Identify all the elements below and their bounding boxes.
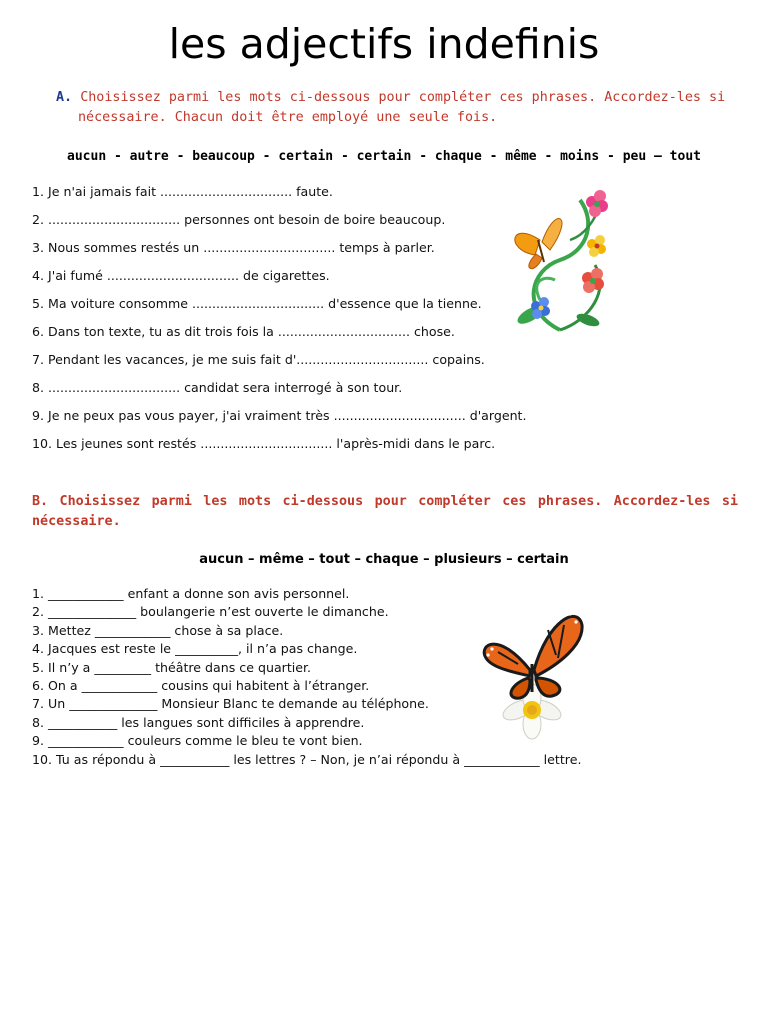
exercise-item: 4. J'ai fumé ................................. de cigarettes.	[32, 268, 330, 283]
exercise-item: 5. Ma voiture consomme ................................. d'essence que la tienne.	[32, 296, 482, 311]
monarch-butterfly	[484, 612, 582, 698]
section-a-letter: A.	[56, 90, 73, 105]
section-b-letter: B.	[32, 494, 49, 509]
exercise-item: 8. ................................. candidat sera interrogé à son tour.	[32, 380, 403, 395]
exercise-item: 6. On a ____________ cousins qui habitent à l’étranger.	[32, 677, 370, 693]
page-title: les adjectifs indefinis	[168, 20, 600, 68]
exercise-item: 7. Pendant les vacances, je me suis fait d'................................. copains.	[32, 352, 485, 367]
section-a-instructions	[56, 88, 736, 128]
section-b-word-bank: aucun – même – tout – chaque – plusieurs – certain	[199, 552, 569, 567]
section-b-instructions	[32, 492, 738, 532]
exercise-item: 3. Nous sommes restés un ................................. temps à parler.	[32, 240, 435, 255]
section-a-instruction-line2: nécessaire. Chacun doit être employé une seule fois.	[78, 110, 498, 125]
section-b-instruction-line1: Choisissez parmi les mots ci-dessous pour compléter ces phrases. Accordez-les si	[59, 494, 739, 509]
butterfly-flowers-illustration	[500, 180, 630, 340]
section-b-instruction-line2: nécessaire.	[32, 514, 121, 529]
exercise-item: 6. Dans ton texte, tu as dit trois fois la ................................. chose.	[32, 324, 455, 339]
section-a-exercise-list	[32, 182, 527, 462]
monarch-butterfly-on-flower	[478, 600, 586, 740]
exercise-item: 10. Tu as répondu à ___________ les lettres ? – Non, je n’ai répondu à ____________ lettre.	[32, 751, 582, 767]
pink-flower	[586, 190, 608, 217]
exercise-item: 1. Je n'ai jamais fait ................................. faute.	[32, 184, 333, 199]
exercise-item: 4. Jacques est reste le __________, il n’a pas change.	[32, 641, 358, 657]
yellow-flower	[587, 235, 606, 257]
exercise-item: 9. ____________ couleurs comme le bleu te vont bien.	[32, 733, 363, 749]
exercise-item: 2. ______________ boulangerie n’est ouverte le dimanche.	[32, 604, 389, 620]
section-a-word-bank: aucun - autre - beaucoup - certain - certain - chaque - même - moins - peu – tout	[67, 149, 701, 164]
exercise-item: 9. Je ne peux pas vous payer, j'ai vraiment très ................................. d'argent.	[32, 408, 527, 423]
exercise-item: 3. Mettez ____________ chose à sa place.	[32, 622, 284, 638]
exercise-item: 8. ___________ les langues sont difficiles à apprendre.	[32, 714, 365, 730]
exercise-item: 1. ____________ enfant a donne son avis personnel.	[32, 586, 350, 601]
red-flower	[582, 268, 604, 293]
exercise-item: 2. ................................. personnes ont besoin de boire beaucoup.	[32, 212, 446, 227]
exercise-item: 5. Il n’y a _________ théâtre dans ce quartier.	[32, 659, 312, 675]
section-a-instruction-line1: Choisissez parmi les mots ci-dessous pour compléter ces phrases. Accordez-les si	[80, 90, 726, 105]
exercise-item: 10. Les jeunes sont restés ................................. l'après-midi dans le parc.	[32, 436, 496, 451]
exercise-item: 7. Un ______________ Monsieur Blanc te demande au téléphone.	[32, 696, 429, 712]
